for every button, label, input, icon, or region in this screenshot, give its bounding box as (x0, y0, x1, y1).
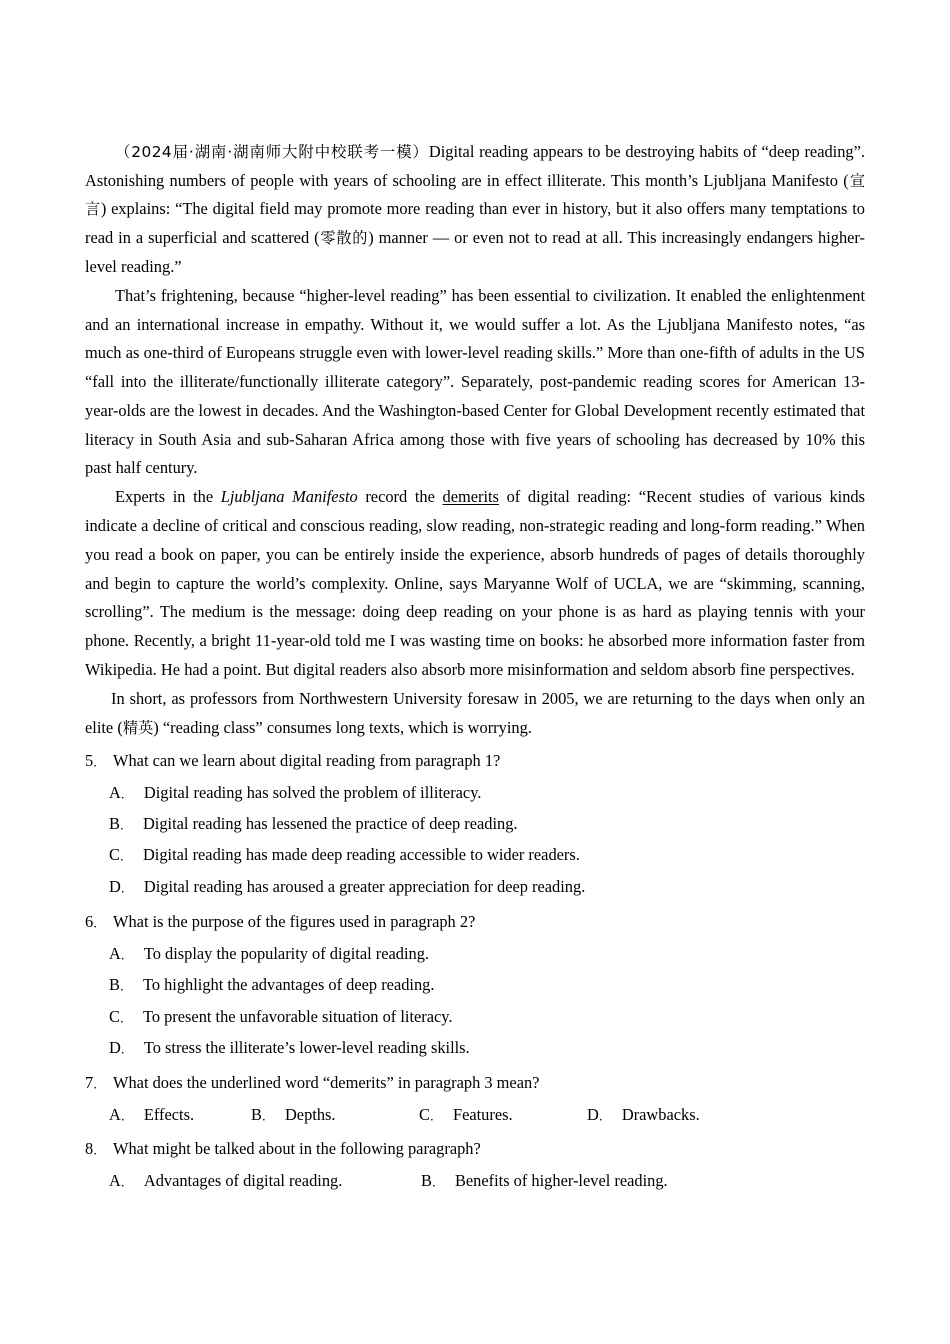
option-7-d-separator: ． (598, 1108, 611, 1123)
option-6-d[interactable] (85, 1033, 865, 1064)
option-5-c-text: Digital reading has made deep reading accessible to wider readers. (142, 845, 580, 865)
option-5-c-separator: ． (119, 849, 132, 864)
option-5-d-separator: ． (120, 880, 133, 895)
question-6-number-group (85, 907, 113, 938)
option-7-c-separator: ． (429, 1108, 442, 1123)
option-7-a-text: Effects. (143, 1104, 195, 1124)
question-block-6 (85, 907, 865, 1064)
question-8-text: What might be talked about in the following paragraph? (113, 1139, 481, 1159)
question-8-number: 8 (85, 1139, 94, 1159)
option-6-a-text: To display the popularity of digital reading. (143, 943, 430, 963)
option-8-b-text: Benefits of higher-level reading. (454, 1170, 668, 1190)
option-6-d-text: To stress the illiterate’s lower-level reading skills. (143, 1037, 470, 1057)
option-5-a[interactable] (85, 778, 865, 809)
option-6-d-letter: D (109, 1037, 121, 1057)
option-6-b-text: To highlight the advantages of deep reading. (142, 975, 435, 995)
paragraph-1-part-a: Digital reading appears to be destroying habits of “deep reading”. Astonishing numbers of people with years of schooling are in effect illiterate. This month’s Ljubljana Manifesto ( (85, 142, 865, 190)
question-7-number-group (85, 1068, 113, 1099)
question-8-stem (85, 1134, 865, 1165)
question-5-options (85, 778, 865, 904)
option-7-a-letter: A (109, 1104, 121, 1124)
question-7-options (85, 1100, 865, 1130)
question-6-stem (85, 907, 865, 938)
question-5-text: What can we learn about digital reading from paragraph 1? (113, 751, 501, 771)
question-8-number-group (85, 1134, 113, 1165)
paragraph-2-text: That’s frightening, because “higher-level reading” has been essential to civilization. It enabled the enlightenment and an international increase in empathy. Without it, we would suffer a lot. As the Ljubljana Manifesto notes, “as much as one-third of Europeans struggle even with lower-level reading skills.” More than one-fifth of adults in the US “fall into the illiterate/functionally illiterate category”. Separately, post-pandemic reading scores for American 13-year-olds are the lowest in decades. And the Washington-based Center for Global Development recently estimated that literacy in South Asia and sub-Saharan Africa among those with five years of schooling has decreased by 10% this past half century. (85, 286, 865, 478)
paragraph-2 (85, 282, 865, 483)
option-6-b-letter: B (109, 975, 120, 995)
question-6-options (85, 939, 865, 1065)
option-5-d[interactable] (85, 872, 865, 903)
option-7-b-text: Depths. (284, 1104, 336, 1124)
paragraph-3-part-a: Experts in the (115, 487, 221, 507)
option-6-a-separator: ． (120, 947, 133, 962)
option-6-c-letter: C (109, 1006, 120, 1026)
option-6-c-separator: ． (119, 1010, 132, 1025)
gloss-lingsande: 零散的 (319, 229, 369, 248)
paragraph-4 (85, 685, 865, 742)
question-6-text: What is the purpose of the figures used in paragraph 2? (113, 912, 476, 932)
option-5-a-separator: ． (120, 786, 133, 801)
option-6-c[interactable] (85, 1002, 865, 1033)
question-5-separator: ． (93, 755, 106, 770)
option-6-b-separator: ． (119, 979, 132, 994)
question-7-separator: ． (93, 1077, 106, 1092)
paragraph-3-part-c: of digital reading: “Recent studies of various kinds indicate a decline of critical and conscious reading, slow reading, non-strategic reading and long-form reading.” When you read a book on paper, you can be entirely inside the experience, absorb hundreds of pages of details thoroughly and begin to capture the world’s complexity. Online, says Maryanne Wolf of UCLA, we are “skimming, scanning, scrolling”. The medium is the message: doing deep reading on your phone is as hard as playing tennis with your phone. Recently, a bright 11-year-old told me I was wasting time on books: he absorbed more information faster from Wikipedia. He had a point. But digital readers also absorb more misinformation and seldom absorb fine perspectives. (85, 487, 865, 679)
option-7-d-text: Drawbacks. (621, 1104, 700, 1124)
italic-manifesto-title: Ljubljana Manifesto (220, 487, 358, 507)
paragraph-1-part-c: ) manner — or even not to read at all. This increasingly endangers higher-level reading.” (85, 228, 866, 276)
option-8-b-letter: B (421, 1170, 432, 1190)
question-5-number: 5 (85, 751, 94, 771)
option-5-b-letter: B (109, 814, 120, 834)
question-5-number-group (85, 746, 113, 777)
option-7-a[interactable] (109, 1100, 194, 1131)
paragraph-3-part-b: record the (357, 487, 443, 507)
option-8-a-separator: ． (120, 1174, 133, 1189)
option-8-a[interactable] (109, 1166, 342, 1197)
option-8-b-separator: ． (431, 1174, 444, 1189)
gloss-jingying: 精英 (122, 718, 154, 737)
option-5-a-text: Digital reading has solved the problem of illiteracy. (143, 782, 482, 802)
option-5-d-text: Digital reading has aroused a greater appreciation for deep reading. (143, 876, 586, 896)
question-block-5 (85, 746, 865, 903)
option-8-a-text: Advantages of digital reading. (143, 1170, 343, 1190)
option-7-b-letter: B (251, 1104, 262, 1124)
option-7-c-text: Features. (452, 1104, 513, 1124)
option-6-c-text: To present the unfavorable situation of literacy. (142, 1006, 453, 1026)
option-7-b-separator: ． (261, 1108, 274, 1123)
paragraph-1-part-b: ) explains: “The digital field may promote more reading than ever in history, but it also offers many temptations to read in a superficial and scattered ( (85, 199, 866, 248)
question-block-7 (85, 1068, 865, 1130)
option-7-b[interactable] (251, 1100, 336, 1131)
option-5-a-letter: A (109, 782, 121, 802)
question-6-number: 6 (85, 912, 94, 932)
question-7-stem (85, 1068, 865, 1099)
question-8-separator: ． (93, 1143, 106, 1158)
option-6-a[interactable] (85, 939, 865, 970)
option-7-d[interactable] (587, 1100, 700, 1131)
option-6-b[interactable] (85, 970, 865, 1001)
option-7-a-separator: ． (120, 1108, 133, 1123)
option-5-d-letter: D (109, 876, 121, 896)
option-7-c-letter: C (419, 1104, 430, 1124)
question-6-separator: ． (93, 916, 106, 931)
paragraph-4-part-b: ) “reading class” consumes long texts, which is worrying. (153, 717, 532, 737)
option-5-b[interactable] (85, 809, 865, 840)
option-6-d-separator: ． (120, 1041, 133, 1056)
paragraph-1 (85, 138, 865, 282)
document-content (85, 138, 865, 1196)
question-5-stem (85, 746, 865, 777)
option-5-c-letter: C (109, 845, 120, 865)
option-8-b[interactable] (421, 1166, 668, 1197)
option-7-d-letter: D (587, 1104, 599, 1124)
option-5-b-text: Digital reading has lessened the practice of deep reading. (142, 814, 518, 834)
option-5-c[interactable] (85, 840, 865, 871)
underlined-word-demerits: demerits (442, 487, 499, 507)
question-7-number: 7 (85, 1073, 94, 1093)
question-7-text: What does the underlined word “demerits” in paragraph 3 mean? (113, 1073, 540, 1093)
paragraph-3 (85, 483, 865, 684)
option-6-a-letter: A (109, 943, 121, 963)
option-8-a-letter: A (109, 1170, 121, 1190)
question-8-options (85, 1166, 865, 1196)
question-block-8 (85, 1134, 865, 1196)
exam-source-tag: （2024届·湖南·湖南师大附中校联考一模） (115, 143, 429, 161)
gloss-xuanyan: 宣言 (85, 171, 866, 219)
option-7-c[interactable] (419, 1100, 513, 1131)
paragraph-4-part-a: In short, as professors from Northwestern University foresaw in 2005, we are returning to the days when only an elite ( (85, 688, 865, 737)
option-5-b-separator: ． (119, 818, 132, 833)
